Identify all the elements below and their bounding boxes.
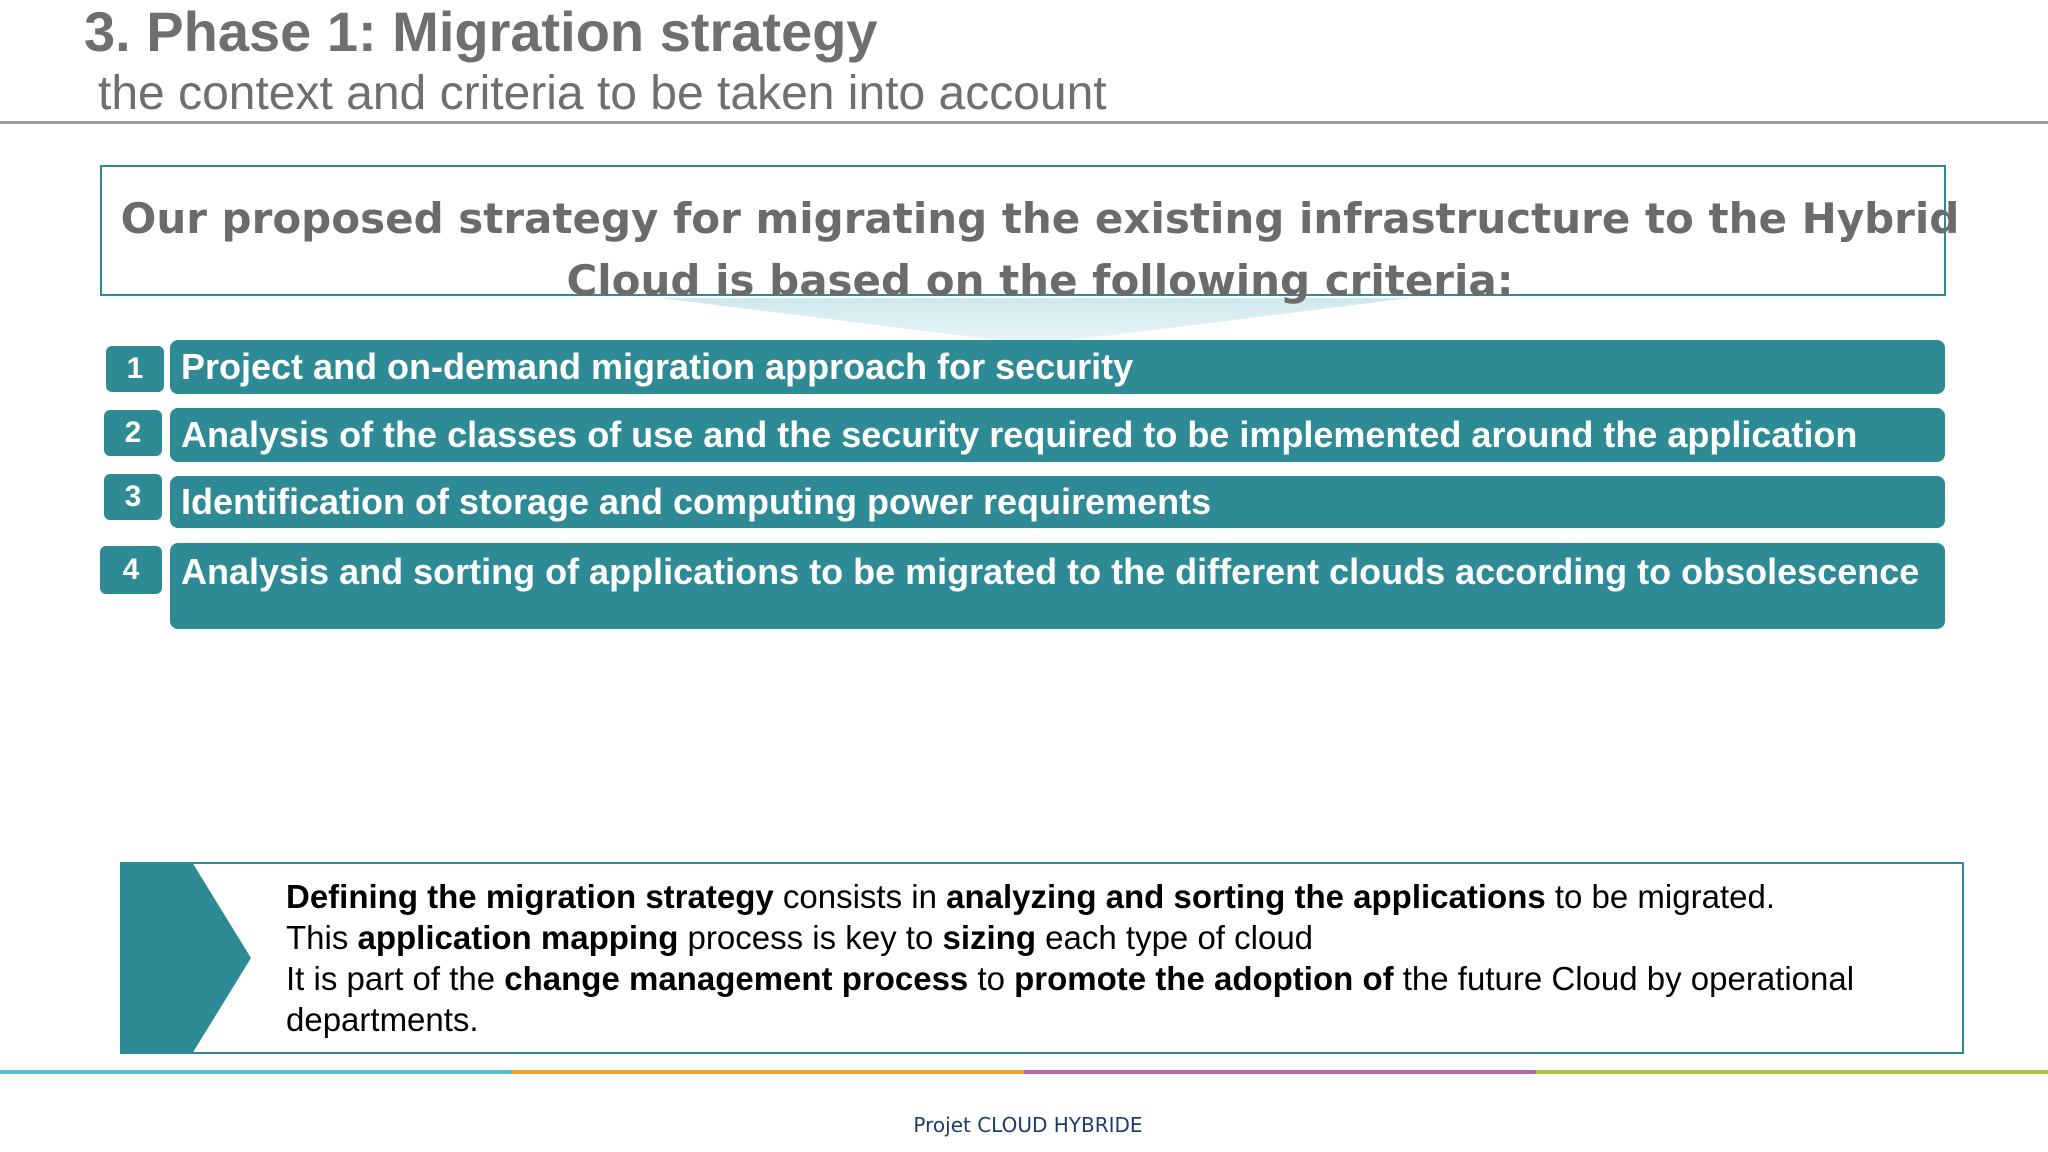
criterion-2-number: 2 <box>104 410 162 456</box>
callout-line-3-part-4: promote the adoption of <box>1014 960 1394 997</box>
footer-line-teal <box>0 1070 512 1074</box>
slide-title: 3. Phase 1: Migration strategy <box>84 0 878 63</box>
footer-line-purple <box>1024 1070 1536 1074</box>
callout-line-2-part-2: application mapping <box>357 919 679 956</box>
callout-line-2 <box>286 917 1946 958</box>
callout-line-2-part-1: This <box>286 919 358 956</box>
callout-line-2-part-5: each type of cloud <box>1036 919 1314 956</box>
callout-line-1-part-2: consists in <box>773 878 947 915</box>
footer-line-orange <box>512 1070 1024 1074</box>
criterion-2-bar: Analysis of the classes of use and the security required to be implemented around the application <box>170 408 1945 462</box>
criterion-3-bar: Identification of storage and computing power requirements <box>170 476 1945 528</box>
callout-line-3-part-5: the future Cloud by operational departments. <box>286 960 1855 1038</box>
criterion-1-bar: Project and on-demand migration approach for security <box>170 340 1945 394</box>
footer-project-name: Projet CLOUD HYBRIDE <box>913 1113 1143 1137</box>
callout-line-3-part-2: change management process <box>504 960 969 997</box>
callout-line-2-part-4: sizing <box>942 919 1036 956</box>
intro-statement: Our proposed strategy for migrating the existing infrastructure to the Hybrid Cloud is based on the following criteria: <box>120 194 1960 305</box>
callout-line-1 <box>286 876 1946 917</box>
callout-line-1-part-1: Defining the migration strategy <box>286 878 774 915</box>
criterion-4-number: 4 <box>100 546 162 594</box>
title-divider <box>0 121 2048 124</box>
callout-line-3 <box>286 958 1946 1040</box>
callout-line-1-part-3: analyzing and sorting the applications <box>946 878 1546 915</box>
callout-line-2-part-3: process is key to <box>678 919 943 956</box>
footer-line-green <box>1536 1070 2048 1074</box>
callout-line-3-part-1: It is part of the <box>286 960 505 997</box>
criterion-3-number: 3 <box>104 474 162 520</box>
callout-text <box>286 876 1946 1040</box>
slide-subtitle: the context and criteria to be taken into account <box>98 67 1107 120</box>
criterion-1-number: 1 <box>106 346 164 392</box>
callout-line-1-part-4: to be migrated. <box>1545 878 1775 915</box>
callout-line-3-part-3: to <box>968 960 1015 997</box>
criterion-4-bar: Analysis and sorting of applications to be migrated to the different clouds according to obsolescence <box>170 543 1945 629</box>
